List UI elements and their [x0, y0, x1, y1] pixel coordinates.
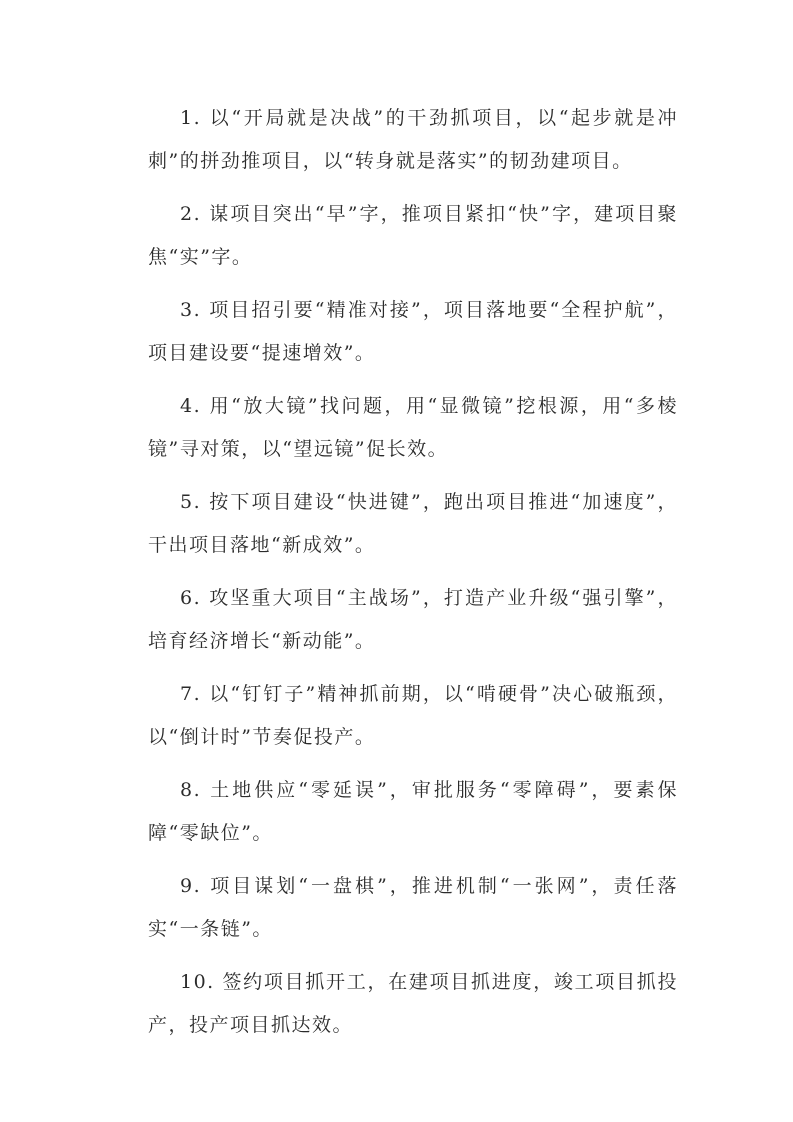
- list-item-7: 7. 以“钉钉子”精神抓前期，以“啃硬骨”决心破瓶颈，以“倒计时”节奏促投产。: [148, 683, 678, 748]
- list-item-6: 6. 攻坚重大项目“主战场”，打造产业升级“强引擎”，培育经济增长“新动能”。: [148, 587, 678, 652]
- list-item-2: 2. 谋项目突出“早”字，推项目紧扣“快”字，建项目聚焦“实”字。: [148, 203, 678, 268]
- document-body: [148, 97, 678, 1057]
- list-item-8: 8. 土地供应“零延误”，审批服务“零障碍”，要素保障“零缺位”。: [148, 779, 678, 844]
- list-item-1: 1. 以“开局就是决战”的干劲抓项目，以“起步就是冲刺”的拼劲推项目，以“转身就是落实”的韧劲建项目。: [148, 107, 678, 172]
- list-item-5: 5. 按下项目建设“快进键”，跑出项目推进“加速度”，干出项目落地“新成效”。: [148, 491, 678, 556]
- list-item-9: 9. 项目谋划“一盘棋”，推进机制“一张网”，责任落实“一条链”。: [148, 875, 678, 940]
- list-item-3: 3. 项目招引要“精准对接”，项目落地要“全程护航”，项目建设要“提速增效”。: [148, 299, 678, 364]
- list-item-4: 4. 用“放大镜”找问题，用“显微镜”挖根源，用“多棱镜”寻对策，以“望远镜”促长效。: [148, 395, 678, 460]
- list-item-10: 10. 签约项目抓开工，在建项目抓进度，竣工项目抓投产，投产项目抓达效。: [148, 971, 678, 1036]
